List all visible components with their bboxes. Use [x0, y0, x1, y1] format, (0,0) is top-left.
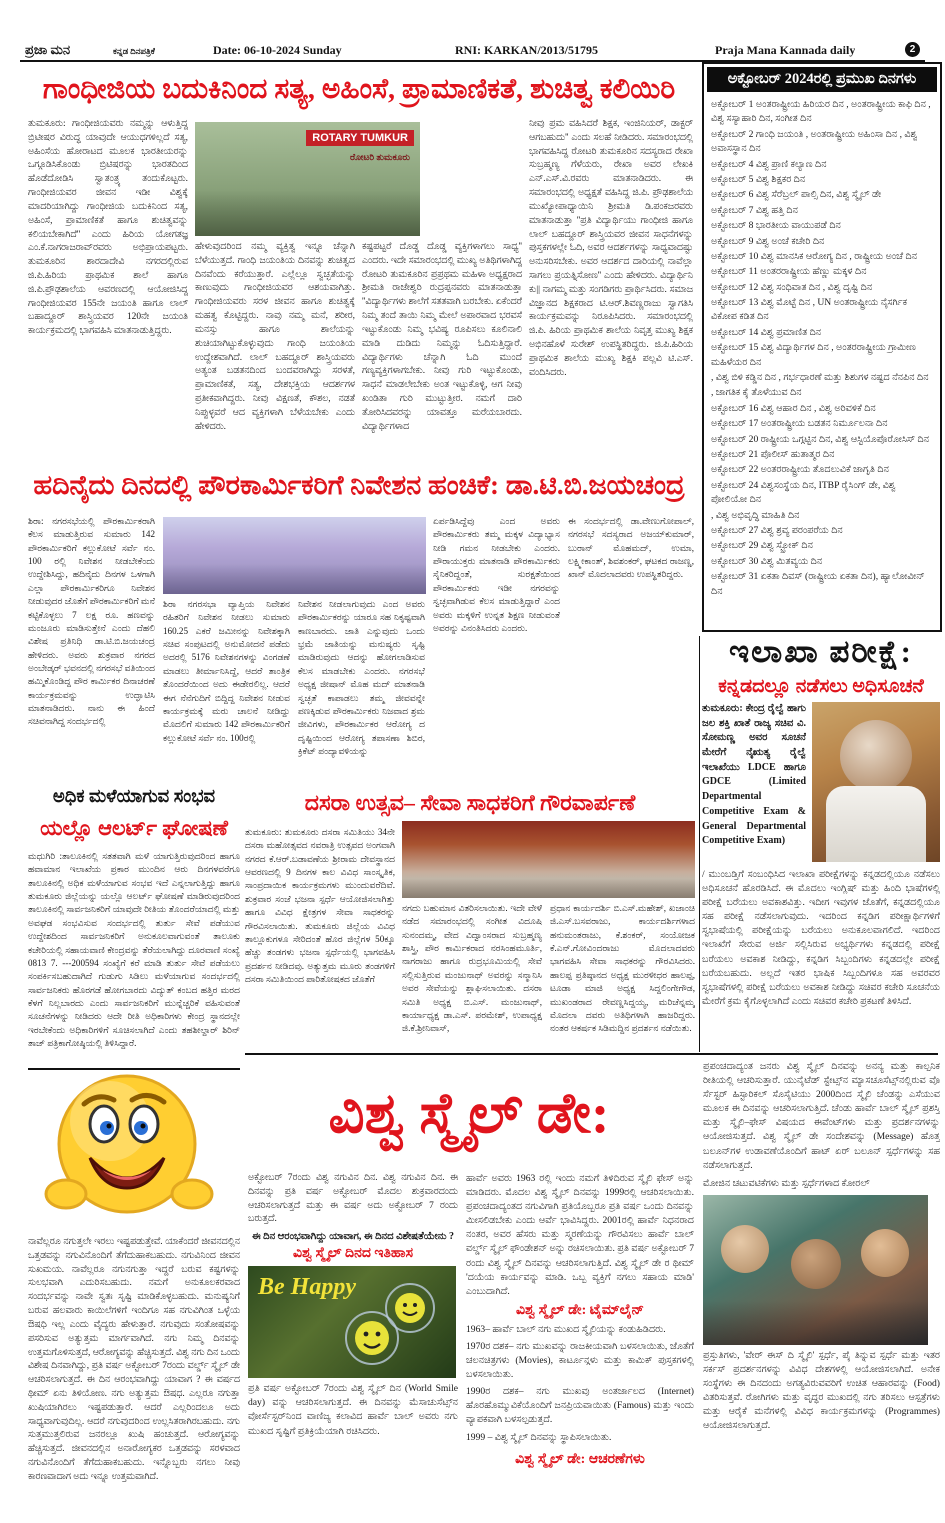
- sites-article-headline: ಹದಿನೈದು ದಿನದಲ್ಲಿ ಪೌರಕಾರ್ಮಿಕರಿಗೆ ನಿವೇಶನ ಹಂಚಿಕೆ: ಡಾ.ಟಿ.ಬಿ.ಜಯಚಂದ್ರ: [33, 470, 685, 500]
- october-day-item: ಅಕ್ಟೋಬರ್ 11 ಅಂತರರಾಷ್ಟ್ರೀಯ ಹೆಣ್ಣು ಮಕ್ಕಳ ದಿನ: [711, 266, 867, 278]
- rotary-banner-text: ROTARY TUMKUR: [306, 130, 414, 146]
- rain-article-headline: ಅಧಿಕ ಮಳೆಯಾಗುವ ಸಂಭವ: [52, 786, 216, 806]
- october-day-item: ಅಕ್ಟೋಬರ್ 24 ವಿಶ್ವಸಂಸ್ಥೆಯ ದಿನ, ITBP ರೈಸಿಂಗ್ ಡೇ, ವಿಶ್ವ ಪೋಲಿಯೋ ದಿನ: [711, 479, 896, 506]
- smile-colB-text: ಹಾರ್ವೆ ಅವರು 1963 ರಲ್ಲಿ ಇಂದು ನಮಗೆ ತಿಳಿದಿರುವ ಸ್ಮೈಲಿ ಫೇಸ್ ಅನ್ನು ಮಾಡಿದರು. ಮೊದಲ ವಿಶ್ವ ಸ್ಮೈಲ್ ದಿನವನ್ನು 1999ರಲ್ಲಿ ಆಚರಿಸಲಾಯಿತು. ಪ್ರಪಂಚದಾದ್ಯಂತದ ನಗುವಿಗಾಗಿ ಪ್ರತಿಯೊಬ್ಬರೂ ಪ್ರತಿ ವರ್ಷ ಒಂದು ದಿನವನ್ನು ಮೀಸಲಿಡಬೇಕು ಎಂದು ಆರ್ವೆ ಭಾವಿಸಿದ್ದರು. 2001ರಲ್ಲಿ ಹಾರ್ವೆ ನಿಧನರಾದ ನಂತರ, ಅವರ ಹೆಸರು ಮತ್ತು ಸ್ಮರಣೆಯನ್ನು ಗೌರವಿಸಲು ಹಾರ್ವೆ ಬಾಲ್ ವರ್ಲ್ಡ್ ಸ್ಮೈಲ್ ಫೌಂಡೇಶನ್ ಅನ್ನು ರಚಿಸಲಾಯಿತು. ಪ್ರತಿ ವರ್ಷ ಅಕ್ಟೋಬರ್ 7 ರಂದು ವಿಶ್ವ ಸ್ಮೈಲ್ ದಿನವನ್ನು ಆಚರಿಸಲಾಗುತ್ತಿದೆ. ವಿಶ್ವ ಸ್ಮೈಲ್ ಡೇ ರ ಥೀಮ್ 'ದಯೆಯ ಕಾರ್ಯವನ್ನು ಮಾಡಿ. ಒಬ್ಬ ವ್ಯಕ್ತಿಗೆ ನಗಲು ಸಹಾಯ ಮಾಡಿ' ಎಂಬುದಾಗಿದೆ.: [466, 1173, 694, 1297]
- exam-minister-portrait: [812, 702, 940, 862]
- column-divider: [699, 636, 700, 1052]
- sites-article-col1: ಶಿರಾ: ನಗರಸಭೆಯಲ್ಲಿ ಪೌರಕಾರ್ಮಿಕರಾಗಿ ಕೆಲಸ ಮಾಡುತ್ತಿರುವ ಸುಮಾರು 142 ಪೌರಕಾರ್ಮಿಕರಿಗೆ ಕಲ್ಲುಕೋಟೆ ಸರ್ವೆ ನಂ. 100 ರಲ್ಲಿ ನಿವೇಶನ ನೀಡಬೇಕೆಂದು ಉದ್ದೇಶಿಸಿದ್ದು, ಹದಿನೈದು ದಿನಗಳ ಒಳಗಾಗಿ ಎಲ್ಲಾ ಪೌರಕಾರ್ಮಿಕರಿಗೂ ನಿವೇಶನ ನೀಡುವುದರ ಜೊತೆಗೆ ಪೌರಕಾರ್ಮಿಕರಿಗೆ ಮನೆ ಕಟ್ಟಿಕೊಳ್ಳಲು 7 ಲಕ್ಷ ರೂ. ಹಣವನ್ನು ಮಂಜೂರು ಮಾಡಿಸುತ್ತೇನೆ ಎಂದು ದೆಹಲಿ ವಿಶೇಷ ಪ್ರತಿನಿಧಿ ಡಾ.ಟಿ.ಬಿ.ಜಯಚಂದ್ರ ಹೇಳಿದರು. ಅವರು ಶುಕ್ರವಾರ ನಗರದ ಅಂಬೇಡ್ಕರ್ ಭವನದಲ್ಲಿ ನಗರಸಭೆ ವತಿಯಿಂದ ಹಮ್ಮಿಕೊಂಡಿದ್ದ ಪೌರ ಕಾರ್ಮಿಕರ ದಿನಾಚರಣೆ ಕಾರ್ಯಕ್ರಮವನ್ನು ಉದ್ಘಾಟಿಸಿ ಮಾತನಾಡಿದರು. ನಾನು ಈ ಹಿಂದೆ ಸಚಿವನಾಗಿದ್ದ ಸಂದರ್ಭದಲ್ಲಿ: [28, 516, 155, 727]
- photo-face: [791, 1239, 841, 1289]
- sites-event-photo: [163, 517, 426, 594]
- october-day-item: ಅಕ್ಟೋಬರ್ 6 ವಿಶ್ವ ಸೆರೆಬ್ರಲ್ ಪಾಲ್ಸಿ ದಿನ, ವಿಶ್ವ ಸ್ಮೈಲ್ ಡೇ: [711, 189, 882, 201]
- october-day-item: ಅಕ್ಟೋಬರ್ 13 ವಿಶ್ವ ಮೊಟ್ಟೆ ದಿನ , UN ಅಂತರಾಷ್ಟ್ರೀಯ ನೈಸರ್ಗಿಕ ವಿಕೋಪ ಕಡಿತ ದಿನ: [711, 297, 908, 323]
- october-day-item: ಅಕ್ಟೋಬರ್ 29 ವಿಶ್ವ ಸ್ಟ್ರೋಕ್ ದಿನ: [711, 540, 813, 552]
- dasara-article-col2: ನಗದು ಬಹುಮಾನ ವಿತರಿಸಲಾಯಿತು. ಇದೇ ವೇಳೆ ನಡೆದ ಸಮಾರಂಭದಲ್ಲಿ ಸಂಗೀತ ವಿದೂಷಿ ಸುನಂದಮ್ಮ, ವೇದ ವಿದ್ವಾಂಸರಾದ ಸುಬ್ರಹ್ಮಣ್ಯ ಶಾಸ್ತ್ರಿ, ಪೌರ ಕಾರ್ಮಿಕರಾದ ನರಸಿಂಹಮೂರ್ತಿ, ನಾಗರಾಜು ಹಾಗೂ ರುದ್ರಭೂಮಿಯಲ್ಲಿ ಸೇವೆ ಸಲ್ಲಿಸುತ್ತಿರುವ ಮಂಜುನಾಥ್ ಅವರನ್ನು ಸನ್ಮಾನಿಸಿ ಅವರ ಸೇವೆಯನ್ನು ಶ್ಲಾಘಿಸಲಾಯಿತು. ದಸರಾ ಸಮಿತಿ ಅಧ್ಯಕ್ಷ ಬಿ.ಎಸ್. ಮಂಜುನಾಥ್, ಕಾರ್ಯಾಧ್ಯಕ್ಷ ಡಾ.ಎಸ್. ಪರಮೇಶ್, ಉಪಾಧ್ಯಕ್ಷ ಜಿ.ಕೆ.ಶ್ರೀನಿವಾಸ್,: [402, 903, 542, 1034]
- paper-name-english: Praja Mana Kannada daily: [715, 43, 856, 57]
- october-days-title: ಅಕ್ಟೋಬರ್ 2024ರಲ್ಲಿ ಪ್ರಮುಖ ದಿನಗಳು: [707, 67, 937, 92]
- sites-article-col4: ಏರ್ಪಡಿಸಿದ್ದೆವು ಎಂದ ಅವರು ಪೌರಕಾರ್ಮಿಕರು ತಮ್ಮ ಮಕ್ಕಳ ವಿದ್ಯಾಭ್ಯಾಸ ನೀಡಿ ಗಮನ ನೀಡಬೇಕು ಎಂದರು. ಪೌರಾಯುಕ್ತರು ಮಾತನಾಡಿ ಪೌರಕಾರ್ಮಿಕರು ಸೈನಿಕರಿದ್ದಂತೆ, ಸುರಕ್ಷತೆಯಿಂದ ಪೌರಕಾರ್ಮಿಕರು ಇಡೀ ನಗರವನ್ನು ಸ್ವಚ್ಛವಾಗಿಡುವ ಕೆಲಸ ಮಾಡುತ್ತಿದ್ದಾರೆ ಎಂದ ಅವರು ಮಕ್ಕಳಿಗೆ ಉನ್ನತ ಶಿಕ್ಷಣ ನೀಡುವಂತೆ ಅವರನ್ನು ವಿನಂತಿಸಿದರು ಎಂದರು.: [433, 516, 560, 633]
- photo-shadow: [402, 872, 695, 898]
- rotary-banner-subtext: ರೋಟರಿ ತುಮಕೂರು: [350, 152, 410, 162]
- sites-article-col2: ಶಿರಾ ನಗರಸಭಾ ವ್ಯಾಪ್ತಿಯ ನಿವೇಶನ ರಹಿತರಿಗೆ ನಿವೇಶನ ನೀಡಲು ಸುಮಾರು 160.25 ಎಕರೆ ಜಮೀನನ್ನು ನಿವೇಶಕ್ಕಾಗಿ ಸಚಿವ ಸಂಪುಟದಲ್ಲಿ ಅನುಮೋದನೆ ಪಡೆದು ಅದರಲ್ಲಿ 5176 ನಿವೇಶನಗಳನ್ನು ವಿಂಗಡಣೆ ಮಾಡಲು ತೀರ್ಮಾನಿಸಿದ್ದೆ, ಆದರೆ ತಾಂತ್ರಿಕ ತೊಂದರೆಯಿಂದ ಅದು ಈಡೇರಲಿಲ್ಲ. ಆದರೆ ಈಗ ನೆನೆಗುದಿಗೆ ಬಿದ್ದಿದ್ದ ನಿವೇಶನ ನೀಡುವ ಕಾರ್ಯಕ್ರಮಕ್ಕೆ ಮರು ಚಾಲನೆ ನೀಡಿದ್ದು ಮೊದಲಿಗೆ ಸುಮಾರು 142 ಪೌರಕಾರ್ಮಿಕರಿಗೆ ಕಲ್ಲುಕೋಟೆ ಸರ್ವೆ ನಂ. 100ರಲ್ಲಿ: [163, 599, 290, 743]
- smile-colA-question: ಈ ದಿನ ಆರಂಭವಾಗಿದ್ದು ಯಾವಾಗ, ಈ ದಿನದ ವಿಶೇಷತೆಯೇನು ?: [251, 1231, 455, 1243]
- timeline-entry: 1963– ಹಾರ್ವೆ ಬಾಲ್ ನಗು ಮುಖದ ಸ್ಮೈಲಿಯನ್ನು ಕಂಡುಹಿಡಿದರು.: [466, 1323, 666, 1335]
- october-day-item: ಅಕ್ಟೋಬರ್ 8 ಭಾರತೀಯ ವಾಯುಪಡೆ ದಿನ: [711, 220, 841, 232]
- photo-shadow: [703, 1301, 928, 1345]
- october-day-item: ಅಕ್ಟೋಬರ್ 30 ವಿಶ್ವ ಮಿತವ್ಯಯ ದಿನ: [711, 555, 823, 567]
- portrait-shirt: [826, 786, 926, 862]
- october-day-item: ಅಕ್ಟೋಬರ್ 5 ವಿಶ್ವ ಶಿಕ್ಷಕರ ದಿನ: [711, 173, 806, 185]
- rain-article-subhead: ಯಲ್ಲೊ ಆಲರ್ಟ್ ಘೋಷಣೆ: [40, 816, 228, 840]
- october-day-item: ಅಕ್ಟೋಬರ್ 17 ಅಂತರಾಷ್ಟ್ರೀಯ ಬಡತನ ನಿರ್ಮೂಲನಾ ದಿನ: [711, 418, 888, 430]
- october-day-item: ಅಕ್ಟೋಬರ್ 21 ಪೊಲೀಸ್ ಹುತಾತ್ಮರ ದಿನ: [711, 448, 835, 460]
- rni-number: RNI: KARKAN/2013/51795: [455, 43, 598, 57]
- be-happy-text: Be Happy: [258, 1274, 356, 1301]
- gandhi-article-col4: ನೀವು ಪ್ರಮ ವಹಿಸಿದರೆ ಶಿಕ್ಷಕ, ಇಂಜಿನಿಯರ್, ಡಾಕ್ಟರ್ ಆಗಬಹುದು'' ಎಂದು ಸಲಹೆ ನೀಡಿದರು. ಸಮಾರಂಭದಲ್ಲಿ ಭಾಗವಹಿಸಿದ್ದ ರೋಟರಿ ತುಮಕೂರಿನ ಸದಸ್ಯರಾದ ರೇಖಾ ಸುಬ್ರಹ್ಮಣ್ಯ ಗೆಳೆಯರು, ರೇಖಾ ಅವರ ಲೇಖಕಿ ಎನ್.ಎಸ್.ವಿ.ರವರು ಮಾತನಾಡಿದರು. ಈ ಸಮಾರಂಭದಲ್ಲಿ ಅಧ್ಯಕ್ಷತೆ ವಹಿಸಿದ್ದ ಜಿ.ಪಿ. ಪ್ರೌಢಶಾಲೆಯ ಮುಖ್ಯೋಪಾಧ್ಯಾಯಿನಿ ಶ್ರೀಮತಿ ಡಿ.ಪಂಕಜರವರು ಮಾತನಾಡುತ್ತಾ ''ಪ್ರತಿ ವಿದ್ಯಾರ್ಥಿಯು ಗಾಂಧೀಜಿ ಹಾಗೂ ಲಾಲ್ ಬಹದ್ದೂರ್ ಶಾಸ್ತ್ರಿಯವರ ಜೀವನ ಸಾಧನೆಗಳನ್ನು ಪುಸ್ತಕಗಳಲ್ಲೇ ಓದಿ, ಅವರ ಆದರ್ಶಗಳನ್ನು ಸಾಧ್ಯವಾದಷ್ಟು ಅನುಸರಿಸಬೇಕು. ಅವರ ಆದರ್ಶದ ದಾರಿಯಲ್ಲಿ ನಾವೆಲ್ಲಾ ಸಾಗಲು ಪ್ರಯತ್ನಿಸೋಣ'' ಎಂದು ಹೇಳಿದರು. ವಿದ್ಯಾರ್ಥಿನಿ ಕು|| ನಾಗಮ್ಮ ಮತ್ತು ಸಂಗಡಿಗರು ಪ್ರಾರ್ಥಿಸಿದರು. ಸಮಾಜ ವಿಜ್ಞಾನದ ಶಿಕ್ಷಕರಾದ ಟಿ.ಆರ್.ಶಿವಣ್ಣರಾಜು ಸ್ವಾಗತಿಸಿ ಕಾರ್ಯಕ್ರಮವನ್ನು ನಿರೂಪಿಸಿದರು. ಸಮಾರಂಭದಲ್ಲಿ ಜಿ.ಪಿ. ಹಿರಿಯ ಪ್ರಾಥಮಿಕ ಶಾಲೆಯ ನಿವೃತ್ತ ಮುಖ್ಯ ಶಿಕ್ಷಕ ಅಭಿನಹೊಳೆ ಸುರೇಶ್ ಉಪಸ್ಥಿತರಿದ್ದರು. ಜಿ.ಪಿ.ಹಿರಿಯ ಪ್ರಾಥಮಿಕ ಶಾಲೆಯ ಮುಖ್ಯ ಶಿಕ್ಷಕಿ ಪಲ್ಲವಿ ಟಿ.ಎಸ್. ವಂದಿಸಿದರು.: [529, 119, 693, 378]
- dasara-event-photo: [402, 821, 695, 898]
- october-day-item: , ವಿಶ್ವ ಅಭಿವೃದ್ಧಿ ಮಾಹಿತಿ ದಿನ: [711, 509, 800, 521]
- october-days-box: [702, 62, 942, 632]
- smile-colA-below: ಪ್ರತಿ ವರ್ಷ ಅಕ್ಟೋಬರ್ 7ರಂದು ವಿಶ್ವ ಸ್ಮೈಲ್ ದಿನ (World Smile day) ವನ್ನು ಆಚರಿಸಲಾಗುತ್ತದೆ. ಈ ದಿನವನ್ನು ಮೆಸಾಚುಸೆಟ್ಸ್‌ನ ವೋರ್ಸೆಸ್ಟರ್‌ನಿಂದ ವಾಣಿಜ್ಯ ಕಲಾವಿದ ಹಾರ್ವೆ ಬಾಲ್ ಅವರು ನಗು ಮುಖದ ಸೃಷ್ಟಿಗೆ ಪ್ರತಿಕ್ರಿಯೆಯಾಗಿ ರಚಿಸಿದರು.: [248, 1383, 458, 1437]
- october-day-item: , ಜಾಗತಿಕ ಕೈ ತೊಳೆಯುವ ದಿನ: [711, 387, 802, 399]
- smile-column-b: [466, 1172, 694, 1490]
- smile-celebrations-heading: ವಿಶ್ವ ಸ್ಮೈಲ್ ಡೇ: ಆಚರಣೆಗಳು: [515, 1451, 645, 1467]
- photo-shadow: [195, 190, 420, 236]
- smile-colA-intro: ಅಕ್ಟೋಬರ್ 7ರಂದು ವಿಶ್ವ ನಗುವಿನ ದಿನ. ವಿಶ್ವ ನಗುವಿನ ದಿನ. ಈ ದಿನವನ್ನು ಪ್ರತಿ ವರ್ಷ ಅಕ್ಟೋಬರ್ ಮೊದಲ ಶುಕ್ರವಾರದಂದು ಆಚರಿಸಲಾಗುತ್ತದೆ ಮತ್ತು ಈ ವರ್ಷ ಅದು ಅಕ್ಟೋಬರ್ 7 ರಂದು ಬರುತ್ತದೆ.: [248, 1173, 458, 1225]
- smile-timeline-list: [466, 1323, 694, 1448]
- gandhi-article-col1: ತುಮಕೂರು: ಗಾಂಧೀಜಿಯವರು ನಮ್ಮನ್ನು ಆಳುತ್ತಿದ್ದ ಬ್ರಿಟೀಷರ ವಿರುದ್ಧ ಯಾವುದೇ ಆಯುಧಗಳಿಲ್ಲದೆ ಸತ್ಯ, ಅಹಿಂಸೆಯ ಹೋರಾಟದ ಮೂಲಕ ಭಾರತೀಯರನ್ನು ಒಗ್ಗೂಡಿಸಿಕೊಂಡು ಬ್ರಿಟಿಷರನ್ನು ಭಾರತದಿಂದ ಹೊಡೆದೋಡಿಸಿ ಸ್ವಾತಂತ್ರ್ಯ ತಂದುಕೊಟ್ಟರು. ಗಾಂಧೀಜಿಯವರ ಜೀವನ ಇಡೀ ವಿಶ್ವಕ್ಕೆ ಮಾದರಿಯಾಗಿದ್ದು ಗಾಂಧೀಜಿಯ ಬದುಕಿನಿಂದ ಸತ್ಯ, ಅಹಿಂಸೆ, ಪ್ರಾಮಾಣಿಕತೆ ಹಾಗೂ ಶುಚಿತ್ವವನ್ನು ಕಲಿಯಬೇಕಾಗಿದೆ'' ಎಂದು ಹಿರಿಯ ಯೋಗತಜ್ಞ ಎಂ.ಕೆ.ನಾಗರಾಜರಾವ್‌ರವರು ಅಭಿಪ್ರಾಯಪಟ್ಟರು. ತುಮಕೂರಿನ ಶಾರದಾದೇವಿ ನಗರದಲ್ಲಿರುವ ಜಿ.ಪಿ.ಹಿರಿಯ ಪ್ರಾಥಮಿಕ ಶಾಲೆ ಹಾಗೂ ಜಿ.ಪಿ.ಪ್ರೌಢಶಾಲೆಯ ಆವರಣದಲ್ಲಿ ಆಯೋಜಿಸಿದ್ದ ಗಾಂಧೀಜಿಯವರ 155ನೇ ಜಯಂತಿ ಹಾಗೂ ಲಾಲ್ ಬಹಾದ್ದೂರ್ ಶಾಸ್ತ್ರಿಯವರ 120ನೇ ಜಯಂತಿ ಕಾರ್ಯಕ್ರಮದಲ್ಲಿ ಭಾಗವಹಿಸಿ ಮಾತನಾಡುತ್ತಿದ್ದರು.: [28, 119, 188, 337]
- bubble-smileys-icon: [332, 1280, 442, 1366]
- photo-face: [721, 1225, 769, 1273]
- timeline-entry: 1990ರ ದಶಕ– ನಗು ಮುಖವು ಅಂತರ್ಜಾಲದ (Internet) ಹೊರಹೊಮ್ಮುವಿಕೆಯೊಂದಿಗೆ ಜನಪ್ರಿಯವಾಯಿತು (Famous) ಮತ್ತು ಇಂದು ವ್ಯಾಪಕವಾಗಿ ಬಳಸಲ್ಪಡುತ್ತದೆ.: [466, 1386, 694, 1426]
- photo-shadow: [163, 564, 426, 594]
- smile-column-a: [248, 1172, 458, 1490]
- october-day-item: ಅಕ್ಟೋಬರ್ 10 ವಿಶ್ವ ಮಾನಸಿಕ ಆರೋಗ್ಯ ದಿನ , ರಾಷ್ಟ್ರೀಯ ಅಂಚೆ ದಿನ: [711, 250, 918, 262]
- smile-history-heading: ವಿಶ್ವ ಸ್ಮೈಲ್ ದಿನದ ಇತಿಹಾಸ: [292, 1246, 414, 1262]
- october-day-item: ಅಕ್ಟೋಬರ್ 9 ವಿಶ್ವ ಅಂಚೆ ಕಚೇರಿ ದಿನ: [711, 235, 825, 247]
- october-day-item: ಅಕ್ಟೋಬರ್ 4 ವಿಶ್ವ ಪ್ರಾಣಿ ಕಲ್ಯಾಣ ದಿನ: [711, 158, 827, 170]
- october-day-item: ಅಕ್ಟೋಬರ್ 1 ಅಂತರಾಷ್ಟ್ರೀಯ ಹಿರಿಯರ ದಿನ , ಅಂತರಾಷ್ಟ್ರೀಯ ಕಾಫಿ ದಿನ , ವಿಶ್ವ ಸಸ್ಯಾಹಾರಿ ದಿನ, ಸಂಗೀತ ದಿನ: [711, 99, 931, 125]
- sites-article-col5: ಈ ಸಂದರ್ಭದಲ್ಲಿ ಡಾ.ವೇಣುಗೋಪಾಲ್, ನಗರಸಭೆ ಸದಸ್ಯರಾದ ಅಜಯ್‌ಕುಮಾರ್, ಬುರಾನ್ ಮೊಹಮದ್, ಉಮಾ, ಲಕ್ಷ್ಮೀಕಾಂತ್, ಶಿವಶಂಕರ್, ಘಟಕದ ರಾಜಣ್ಣ, ಖಾನ್ ಮೊದಲಾದವರು ಉಪಸ್ಥಿತರಿದ್ದರು.: [568, 516, 694, 580]
- paper-logo-subtitle: ಕನ್ನಡ ದಿನಪತ್ರಿಕೆ: [113, 46, 155, 56]
- exam-article-body-bottom: / ಮುಂಬಡ್ತಿಗೆ ಸಂಬಂಧಿಸಿದ ಇಲಾಖಾ ಪರೀಕ್ಷೆಗಳನ್ನು ಕನ್ನಡದಲ್ಲಿಯೂ ನಡೆಸಲು ಅಧಿಸೂಚನೆ ಹೊರಡಿಸಿದೆ. ಈ ಮೊದಲು ಇಂಗ್ಲಿಷ್ ಮತ್ತು ಹಿಂದಿ ಭಾಷೆಗಳಲ್ಲಿ ಪರೀಕ್ಷೆ ಬರೆಯಲು ಅವಕಾಶವಿತ್ತು. ಇದೀಗ ಇವುಗಳ ಜೊತೆಗೆ, ಕನ್ನಡದಲ್ಲಿಯೂ ಸಹ ಪರೀಕ್ಷೆ ನಡೆಸಲಾಗುವುದು. ಇದರಿಂದ ಕನ್ನಡಿಗ ಪರೀಕ್ಷಾರ್ಥಿಗಳಿಗೆ ಸ್ವಭಾಷೆಯಲ್ಲಿ ಪರೀಕ್ಷೆಯನ್ನು ಬರೆಯಲು ಅನುಕೂಲವಾಗಲಿದೆ. ಇದರಿಂದ ಇಲಾಖೆಗೆ ಸೇರುವ ಅರ್ಜಿ ಸಲ್ಲಿಸಿರುವ ಅಭ್ಯರ್ಥಿಗಳು ಕನ್ನಡದಲ್ಲಿ ಪರೀಕ್ಷೆ ಬರೆಯಲು ಅವಕಾಶ ನೀಡಿದ್ದು, ಕನ್ನಡಿಗ ಸಿಬ್ಬಂದಿಗಳು ಕನ್ನಡದಲ್ಲೇ ಪರೀಕ್ಷೆ ಬರೆಯಬಹುದು. ಅಲ್ಲದೆ ಇತರ ಭಾಷಿಕ ಸಿಬ್ಬಂದಿಗಳೂ ಸಹ ಅವರವರ ಸ್ವಭಾಷೆಗಳಲ್ಲಿ ಪರೀಕ್ಷೆ ಬರೆಯಲು ಅವಕಾಶ ನೀಡಿದ್ದು ಸಚಿವರ ಕಚೇರಿ ಸೂಚನೆಯ ಮೇರೆಗೆ ಕ್ರಮ ಕೈಗೊಳ್ಳಲಾಗಿದೆ ಎಂದು ಸಚಿವರ ಕಚೇರಿ ಪ್ರಕಟಣೆ ತಿಳಿಸಿದೆ.: [702, 869, 940, 1007]
- smile-right-column: [703, 1060, 940, 1490]
- dasara-article-col3: ಪ್ರಧಾನ ಕಾರ್ಯದರ್ಶಿ ಬಿ.ಎಸ್.ಮಹೇಶ್, ಖಜಾಂಚಿ ಜಿ.ಎಸ್.ಬಸವರಾಜು, ಕಾರ್ಯದರ್ಶಿಗಳಾದ ಹನುಮಂತರಾಜು, ಕೆ.ಶಂಕರ್, ಸಂಯೋಜಕ ಕೆ.ಎನ್.ಗೋವಿಂದರಾಜು ಮೊದಲಾದವರು ಭಾಗವಹಿಸಿ ಸೇವಾ ಸಾಧಕರನ್ನು ಗೌರವಿಸಿದರು. ಹಾಲಪ್ಪ ಪ್ರತಿಷ್ಠಾನದ ಅಧ್ಯಕ್ಷ ಮುರಳೀಧರ ಹಾಲಪ್ಪ, ಟೂಡಾ ಮಾಜಿ ಅಧ್ಯಕ್ಷ ಸಿದ್ದಲಿಂಗೇಗೌಡ, ಮುಖಂಡರಾದ ರೇವಣ್ಣಸಿದ್ದಯ್ಯ, ಮರಿಚೆನ್ನಮ್ಮ ಮೊದಲಾ ದವರು ಅತಿಥಿಗಳಾಗಿ ಹಾಜರಿದ್ದರು. ನಂತರ ಆಕರ್ಷಕ ಸಿಡಿಮದ್ದಿನ ಪ್ರದರ್ಶನ ನಡೆಯಿತು.: [550, 903, 695, 1034]
- timeline-entry: 1999 – ವಿಶ್ವ ಸ್ಮೈಲ್ ದಿನವನ್ನು ಸ್ಥಾಪಿಸಲಾಯಿತು.: [466, 1431, 612, 1443]
- smile-left-column: ನಾವೆಲ್ಲರೂ ನಗುತ್ತಲೇ ಇರಲು ಇಷ್ಟಪಡುತ್ತೇವೆ. ಯಾಕೆಂದರೆ ಜೀವನದಲ್ಲಿನ ಒತ್ತಡವನ್ನು ನಗುವಿನೊಂದಿಗೆ ತೆಗೆದುಹಾಕಬಹುದು. ನಗುವಿನಿಂದ ಜೀವನ ಸುಖಮಯ. ನಾವೆಲ್ಲರೂ ನಗುನಗುತ್ತಾ ಇದ್ದರೆ ಬರುವ ಕಷ್ಟಗಳನ್ನು ಸುಲಭವಾಗಿ ಎದುರಿಸಬಹುದು. ನಮಗೆ ಅನುಕೂಲಕರವಾದ ಸಂದರ್ಭವನ್ನು ನಾವೇ ಸ್ವತಃ ಸೃಷ್ಟಿ ಮಾಡಿಕೊಳ್ಳಬಹುದು. ಮನುಷ್ಯನಿಗೆ ಬರುವ ಹಲವಾರು ಕಾಯಿಲೆಗಳಿಗೆ ಇಂದಿಗೂ ಸಹ ನಗುವಿಗಿಂತ ಒಳ್ಳೆಯ ಔಷಧಿ ಇಲ್ಲ ಎಂದು ವೈದ್ಯರು ಹೇಳುತ್ತಾರೆ. ನಗುವುದು ಸಂತೋಷವನ್ನು ಪಸರಿಸುವ ಅತ್ಯುತ್ತಮ ಮಾರ್ಗವಾಗಿದೆ. ನಗು ನಿಮ್ಮ ದಿನವನ್ನು ಉತ್ತಮಗೊಳಿಸುತ್ತದೆ, ಆರೋಗ್ಯವನ್ನು ಹೆಚ್ಚಿಸುತ್ತದೆ. ವಿಶ್ವ ನಗು ದಿನ ಒಂದು ವಿಶೇಷ ದಿನವಾಗಿದ್ದು, ಪ್ರತಿ ವರ್ಷ ಅಕ್ಟೋಬರ್ 7ರಂದು ವರ್ಲ್ಡ್ ಸ್ಮೈಲ್ ಡೇ ಆಚರಿಸಲಾಗುತ್ತದೆ. ಈ ದಿನ ಆರಂಭವಾಗಿದ್ದು ಯಾವಾಗ ? ಈ ವರ್ಷದ ಥೀಮ್ ಏನು ತಿಳಿಯೋಣ. ನಗು ಅತ್ಯುತ್ತಮ ಔಷಧ. ಎಲ್ಲರೂ ನಗುತ್ತಾ ಖುಷಿಯಾಗಿರಲು ಇಷ್ಟಪಡುತ್ತಾರೆ. ಆದರೆ ಎಲ್ಲರಿಂದಲೂ ಅದು ಸಾಧ್ಯವಾಗುವುದಿಲ್ಲ. ಆದರೆ ನಗುವುದರಿಂದ ಉಲ್ಲಸಿತರಾಗಿರಬಹುದು. ನಗು ಸುತ್ತಮುತ್ತಲಿರುವ ಜನರಲ್ಲೂ ಖುಷಿ ಹಂಚುತ್ತದೆ. ಆರೋಗ್ಯವನ್ನು ಹೆಚ್ಚಿಸುತ್ತದೆ. ಜೀವನದಲ್ಲಿನ ಅನಾರೋಗ್ಯಕರ ಒತ್ತಡವನ್ನು ಸರಳವಾದ ನಗುವಿನೊಂದಿಗೆ ತೆಗೆದುಹಾಕಬಹುದು. ಇನ್ನೊಬ್ಬರು ನಗಲು ನೀವು ಕಾರಣವಾದಾಗ ಅದು ಇನ್ನೂ ಉತ್ತಮವಾಗಿದೆ.: [28, 1237, 240, 1482]
- gandhi-event-photo: [195, 122, 420, 236]
- smile-right-p1: ಪ್ರಪಂಚದಾದ್ಯಂತ ಜನರು ವಿಶ್ವ ಸ್ಮೈಲ್ ದಿನವನ್ನು ಅನನ್ಯ ಮತ್ತು ಕಾಲ್ಪನಿಕ ರೀತಿಯಲ್ಲಿ ಆಚರಿಸುತ್ತಾರೆ. ಯುನೈಟೆಡ್ ಸ್ಟೇಟ್ಸ್‌ನ ಮ್ಯಾಸಚೂಸೆಟ್ಸ್‌ನಲ್ಲಿರುವ ವೊ ರ್ಸೆಸ್ಟರ್ ಹಿಸ್ಟಾರಿಕಲ್ ಸೊಸೈಟಿಯು 2000ದಿಂದ ಸ್ಮೈಲಿ ಚೆಂಡನ್ನು ಎಸೆಯುವ ಮೂಲಕ ಈ ದಿನವನ್ನು ಆಚರಿಸಲಾಗುತ್ತಿದೆ. ಚೆಂಡು ಹಾರ್ವೆ ಬಾಲ್ ಸ್ಮೈಲ್ ಪ್ರಶಸ್ತಿ ಮತ್ತು ಸ್ಮೈಲಿ–ಫೇಸ್ ವಿಷಯದ ಈವೆಂಟ್‌ಗಳು ಮತ್ತು ಪ್ರದರ್ಶನಗಳನ್ನು ಆಯೋಜಿಸುತ್ತದೆ. ವಿಶ್ವ ಸ್ಮೈಲ್ ಡೇ ಸಂದೇಶವನ್ನು (Message) ಹೊತ್ತ ಬಲೂನ್‌ಗಳ ಉಡಾವಣೆಯೊಂದಿಗೆ ಹಾಟ್ ಏರ್ ಬಲೂನ್ ಸ್ಪರ್ಧೆಗಳನ್ನು ಸಹ ನಡೆಸಲಾಗುತ್ತದೆ.: [703, 1061, 940, 1171]
- gandhi-article-col2: ಹೇಳುವುದರಿಂದ ನಮ್ಮ ವ್ಯಕ್ತಿತ್ವ ಇನ್ನೂ ಚೆನ್ನಾಗಿ ಬೆಳೆಯುತ್ತದೆ. ಗಾಂಧಿ ಜಯಂತಿಯ ದಿನವನ್ನು ಶುಚಿತ್ವದ ದಿನವೆಂದು ಕರೆಯುತ್ತಾರೆ. ಎಲ್ಲೆಲ್ಲೂ ಸ್ವಚ್ಛತೆಯನ್ನು ಕಾಣುವುದು ಗಾಂಧೀಜಿಯವರ ಆಶಯವಾಗಿತ್ತು. ಗಾಂಧೀಜಿಯವರು ಸರಳ ಜೀವನ ಹಾಗೂ ಶುಚಿತ್ವಕ್ಕೆ ಮಹತ್ವ ಕೊಟ್ಟಿದ್ದರು. ನಾವು ನಮ್ಮ ಮನೆ, ಶರೀರ, ಮನಸ್ಸು ಹಾಗೂ ಶಾಲೆಯನ್ನು ಶುಚಿಯಾಗಿಟ್ಟುಕೊಳ್ಳುವುದು ಗಾಂಧಿ ಜಯಂತಿಯ ಉದ್ದೇಶವಾಗಿದೆ. ಲಾಲ್ ಬಹದ್ದೂರ್ ಶಾಸ್ತ್ರಿಯವರು ಅತ್ಯಂತ ಬಡತನದಿಂದ ಬಂದವರಾಗಿದ್ದು ಸರಳತೆ, ಪ್ರಾಮಾಣಿಕತೆ, ಸತ್ಯ, ದೇಶಭಕ್ತಿಯ ಆದರ್ಶಗಳ ಪ್ರತೀಕವಾಗಿದ್ದರು. ನೀವು ವಿಕ್ಷಣತೆ, ಕೌಶಲ, ನಡತೆ ನಿಪ್ಪುಳ್ಳವರೆ ಆದ ವ್ಯಕ್ತಿಗಳಾಗಿ ಬೆಳೆಯಬೇಕು ಎಂದು ಹೇಳಿದರು.: [195, 242, 355, 432]
- dasara-article-col1: ತುಮಕೂರು: ತುಮಕೂರು ದಸರಾ ಸಮಿತಿಯು 34ನೇ ದಸರಾ ಮಹೋತ್ಸವದ ನವರಾತ್ರಿ ಉತ್ಸವದ ಅಂಗವಾಗಿ ನಗರದ ಕೆ.ಆರ್.ಬಡಾವಣೆಯ ಶ್ರೀರಾಮ ದೇವಸ್ಥಾನದ ಆವರಣದಲ್ಲಿ 9 ದಿನಗಳ ಕಾಲ ವಿವಿಧ ಸಾಂಸ್ಕೃತಿಕ, ಸಾಂಪ್ರದಾಯಿಕ ಕಾರ್ಯಕ್ರಮಗಳು ಮುಂದುವರೆದಿವೆ. ಶುಕ್ರವಾರ ಸಂಜೆ ಭಜನಾ ಸ್ಪರ್ಧೆ ಆಯೋಜಿಸಲಾಗಿತ್ತು ಹಾಗೂ ವಿವಿಧ ಕ್ಷೇತ್ರಗಳ ಸೇವಾ ಸಾಧಕರನ್ನು ಗೌರವಿಸಲಾಯಿತು. ತುಮಕೂರು ಜಿಲ್ಲೆಯ ವಿವಿಧ ತಾಲ್ಲೂಕುಗಳೂ ಸೇರಿದಂತೆ ಹೊರ ಜಿಲ್ಲೆಗಳ 50ಕ್ಕೂ ಹೆಚ್ಚು ತಂಡಗಳು ಭಜನಾ ಸ್ಪರ್ಧೆಯಲ್ಲಿ ಭಾಗವಹಿಸಿ ಪ್ರದರ್ಶನ ನೀಡಿದವು. ಅತ್ಯುತ್ತಮ ಮೂರು ತಂಡಗಳಿಗೆ ದಸರಾ ಸಮಿತಿಯಿಂದ ಪಾರಿತೋಷಕದ ಜೊತೆಗೆ: [245, 827, 395, 984]
- sites-article-col3: ನಿವೇಶನ ನೀಡಲಾಗುವುದು ಎಂದ ಅವರು ಪೌರಕಾರ್ಮಿಕರನ್ನು ಯಾರೂ ಸಹ ನಿಕೃಷ್ಟವಾಗಿ ಕಾಣಬಾರದು. ಜಾತಿ ಎನ್ನುವುದು ಒಂದು ಭ್ರಮೆ ಜಾತಿಯನ್ನು ಮನುಷ್ಯರು ಸೃಷ್ಟಿ ಮಾಡಿರುವುದು ಆದನ್ನು ಹೋಗಲಾಡಿಸುವ ಕೆಲಸ ಮಾಡಬೇಕು ಎಂದರು. ನಗರಸಭೆ ಅಧ್ಯಕ್ಷ ಜೀಷಾನ್ ಮೊಹ ಮದ್ ಮಾತನಾಡಿ ಸ್ವಚ್ಛತೆ ಕಾಪಾಡಲು ತಮ್ಮ ಜೀವವನ್ನೇ ಪಣಕ್ಕಿಡುವ ಪೌರಕಾರ್ಮಿಕರು ನಿಜವಾದ ಶ್ರಮ ಜೀವಿಗಳು, ಪೌರಕಾರ್ಮಿಕರ ಆರೋಗ್ಯ ದ ದೃಷ್ಟಿಯಿಂದ ಆರೋಗ್ಯ ತಪಾಸಣಾ ಶಿಬಿರ, ಕ್ರಿಕೆಟ್ ಪಂದ್ಯಾವಳಿಯನ್ನು: [298, 599, 425, 756]
- october-day-item: , ವಿಶ್ವ ಬಿಳಿ ಕಡ್ಡಿನ ದಿನ , ಗರ್ಭಧಾರಣೆ ಮತ್ತು ಶಿಶುಗಳ ನಷ್ಟದ ನೆನಪಿನ ದಿನ: [711, 372, 929, 384]
- be-happy-image: [248, 1266, 456, 1378]
- photo-face: [861, 1229, 909, 1277]
- dasara-article-headline: ದಸರಾ ಉತ್ಸವ– ಸೇವಾ ಸಾಧಕರಿಗೆ ಗೌರವಾರ್ಪಣೆ: [304, 790, 636, 815]
- smile-right-p3: ಪ್ರಸ್ತುತಿಗಳು, 'ವೇರ್ ಈಸ್ ದಿ ಸ್ಮೈಲಿ' ಸ್ಪರ್ಧೆ, ಪೈ ತಿನ್ನುವ ಸ್ಪರ್ಧೆ ಮತ್ತು ಇತರ ಸರ್ಕಸ್ ಪ್ರದರ್ಶನಗಳನ್ನು ವಿವಿಧ ದೇಶಗಳಲ್ಲಿ ಆಯೋಜಿಸಲಾಗಿದೆ. ಅನೇಕ ಸಂಸ್ಥೆಗಳು ಈ ದಿನದಂದು ಅಗತ್ಯವಿರುವವರಿಗೆ ಉಚಿತ ಆಹಾರವನ್ನು (Food) ವಿತರಿಸುತ್ತವೆ. ರೋಗಿಗಳು ಮತ್ತು ವೃದ್ಧರ ಮುಖದಲ್ಲಿ ನಗು ತರಿಸಲು ಆಸ್ಪತ್ರೆಗಳು ಮತ್ತು ಆರೈಕೆ ಮನೆಗಳಲ್ಲಿ ವಿವಿಧ ಕಾರ್ಯಕ್ರಮಗಳನ್ನು (Programmes) ಆಯೋಜಿಸಲಾಗುತ್ತದೆ.: [703, 1349, 940, 1432]
- october-day-item: ಅಕ್ಟೋಬರ್ 22 ಅಂತರರಾಷ್ಟ್ರೀಯ ತೊದಲುವಿಕೆ ಜಾಗೃತಿ ದಿನ: [711, 464, 889, 476]
- exam-article-body-top: ತುಮಕೂರು: ಕೇಂದ್ರ ರೈಲ್ವೆ ಹಾಗು ಜಲ ಶಕ್ತಿ ಖಾತೆ ರಾಜ್ಯ ಸಚಿವ ವಿ. ಸೋಮಣ್ಣ ಅವರ ಸೂಚನೆ ಮೇರೆಗೆ ನೈಋತ್ಯ ರೈಲ್ವೆ ಇಲಾಖೆಯು LDCE ಹಾಗೂ GDCE (Limited Departmental Competitive Exam & General Departmental Competitive Exam): [702, 703, 806, 847]
- october-day-item: ಅಕ್ಟೋಬರ್ 14 ವಿಶ್ವ ಪ್ರಮಾಣಿತ ದಿನ: [711, 326, 822, 338]
- smile-timeline-heading: ವಿಶ್ವ ಸ್ಮೈಲ್ ಡೇ: ಟೈಮ್‌ಲೈನ್: [516, 1302, 644, 1318]
- october-day-item: ಅಕ್ಟೋಬರ್ 2 ಗಾಂಧಿ ಜಯಂತಿ , ಅಂತರಾಷ್ಟ್ರೀಯ ಅಹಿಂಸಾ ದಿನ , ವಿಶ್ವ ಅವಾಸಸ್ಥಾನ ದಿನ: [711, 128, 918, 155]
- laughing-women-photo: [703, 1195, 928, 1345]
- timeline-entry: 1970ರ ದಶಕ– ನಗು ಮುಖವನ್ನು ರಾಜಕೀಯವಾಗಿ ಬಳಸಲಾಯಿತು, ಜೊತೆಗೆ ಚಲನಚಿತ್ರಗಳು (Movies), ಕಾರ್ಟೂನ್ಗಳು ಮತ್ತು ಕಾಮಿಕ್ ಪುಸ್ತಕಗಳಲ್ಲಿ ಬಳಸಲಾಯಿತು.: [466, 1340, 694, 1381]
- gandhi-article-headline: ಗಾಂಧೀಜಿಯ ಬದುಕಿನಿಂದ ಸತ್ಯ, ಅಹಿಂಸೆ, ಪ್ರಾಮಾಣಿಕತೆ, ಶುಚಿತ್ವ ಕಲಿಯಿರಿ: [42, 74, 676, 105]
- exam-article-subhead: ಕನ್ನಡದಲ್ಲೂ ನಡೆಸಲು ಅಧಿಸೂಚನೆ: [718, 676, 924, 697]
- section-rule: [245, 1053, 938, 1055]
- smiley-emoji-image: [32, 1066, 232, 1228]
- issue-date: Date: 06-10-2024 Sunday: [213, 43, 342, 57]
- october-day-item: ಅಕ್ಟೋಬರ್ 31 ಏಕತಾ ದಿವಸ್ (ರಾಷ್ಟ್ರೀಯ ಏಕತಾ ದಿನ), ಹ್ಯಾಲೋವೀನ್ ದಿನ: [711, 571, 925, 597]
- paper-logo: ಪ್ರಜಾ ಮನ: [25, 42, 71, 57]
- exam-article-headline: ಇಲಾಖಾ ಪರೀಕ್ಷೆ:: [729, 634, 913, 669]
- october-day-item: ಅಕ್ಟೋಬರ್ 20 ರಾಷ್ಟ್ರೀಯ ಒಗ್ಗಟ್ಟಿನ ದಿನ, ವಿಶ್ವ ಆಸ್ಟಿಯೊಪೊರೋಸಿಸ್ ದಿನ: [711, 433, 930, 445]
- october-day-item: ಅಕ್ಟೋಬರ್ 12 ವಿಶ್ವ ಸಂಧಿವಾತ ದಿನ , ವಿಶ್ವ ದೃಷ್ಟಿ ದಿನ: [711, 281, 873, 293]
- page-number-badge: 2: [905, 42, 920, 57]
- portrait-face: [840, 720, 912, 792]
- october-day-item: ಅಕ್ಟೋಬರ್ 16 ವಿಶ್ವ ಆಹಾರ ದಿನ , ವಿಶ್ವ ಅರಿವಳಿಕೆ ದಿನ: [711, 402, 876, 414]
- masthead: [25, 42, 925, 60]
- smile-day-headline: ವಿಶ್ವ ಸ್ಮೈಲ್ ಡೇ:: [328, 1083, 610, 1145]
- rain-article-body: ಮಧುಗಿರಿ :ತಾಲೂಕಿನಲ್ಲಿ ಸತತವಾಗಿ ಮಳೆ ಯಾಗುತ್ತಿರುವುದರಿಂದ ಹಾಗೂ ಹವಾಮಾನ ಇಲಾಖೆಯ ಪ್ರಕಾರ ಮುಂದಿನ ಆರು ದಿನಗಳವರೆಗೂ ತಾಲೂಕಿನಲ್ಲಿ ಅಧಿಕ ಮಳೆಯಾಗುವ ಸಂಭವ ಇದೆ ಎನ್ನಲಾಗುತ್ತಿದ್ದು ಹಾಗೂ ತುಮಕೂರು ಜಿಲ್ಲೆಯನ್ನು ಯಲ್ಲೊ ಆಲರ್ಟ್ ಘೋಷಣೆ ಮಾಡಿರುವುದರಿಂದ ತಾಲೂಕಿನಲ್ಲಿ ಸಾರ್ವಜನಿಕರಿಗೆ ಯಾವುದೇ ರೀತಿಯ ತೊಂದರೆಯಾದಲ್ಲಿ ಮತ್ತು ಅವಘಡ ಸಂಭವಿಸುವ ಸಂದರ್ಭದಲ್ಲಿ ತುರ್ತು ಸೇವೆ ಪಡೆಯುವ ಉದ್ದೇಶದಿಂದ ಸಾರ್ವಜನಿಕರಿಗೆ ಅನುಕೂಲವಾಗುವಂತೆ ತಾಲೂಕು ಕಚೇರಿಯಲ್ಲಿ ಸಹಾಯವಾಣಿ ಕೇಂದ್ರವನ್ನು ತೆರೆಯಲಾಗಿದ್ದು ದೂರವಾಣಿ ಸಂಖ್ಯೆ 0813 7. ---200594 ಸಂಖ್ಯೆಗೆ ಕರೆ ಮಾಡಿ ತುರ್ತು ಸೇವೆ ಪಡೆಯಲು ಸಂಪರ್ಕಿಸಬಹುದಾಗಿದೆ ಗುಡುಗು ಸಿಡಿಲು ಮಳೆಯಾಗುವ ಸಂದರ್ಭದಲ್ಲಿ ಸಾರ್ವಜನಿಕರು ಹೊರಗಡೆ ಹೋಗಬಾರದು ವಿದ್ಯುತ್ ಕಂಬದ ಹತ್ತಿರ ಮರದ ಕೆಳಗೆ ನಿಲ್ಲಬಾರದು ಎಂದು ಸಾರ್ವಜನಿಕರಿಗೆ ಮುನ್ನೆಚ್ಚರಿಕೆ ವಹಿಸುವಂತೆ ಸೂಚನೆಗಳನ್ನು ನೀಡಿದರು ಆದೇ ರೀತಿ ಅಧಿಕಾರಿಗಳು ಕೇಂದ್ರ ಸ್ಥಾನದಲ್ಲೇ ಇರಬೇಕೆಂದು ಅಧಿಕಾರಿಗಳಿಗೆ ಸೂಚಿಸಲಾಗಿದೆ ಎಂದು ತಹಶೀಲ್ದಾರ್ ಶಿರಿನ್ ತಾಜ್ ಪತ್ರಿಕಾಗೋಷ್ಠಿಯಲ್ಲಿ ತಿಳಿಸಿದ್ದಾರೆ.: [28, 851, 240, 1049]
- october-day-item: ಅಕ್ಟೋಬರ್ 15 ವಿಶ್ವ ವಿದ್ಯಾರ್ಥಿಗಳ ದಿನ , ಅಂತರರಾಷ್ಟ್ರೀಯ ಗ್ರಾಮೀಣ ಮಹಿಳೆಯರ ದಿನ: [711, 342, 916, 368]
- october-days-list: [704, 95, 940, 621]
- october-day-item: ಅಕ್ಟೋಬರ್ 7 ವಿಶ್ವ ಹತ್ತಿ ದಿನ: [711, 204, 798, 216]
- october-day-item: ಅಕ್ಟೋಬರ್ 27 ವಿಶ್ವ ಶ್ರವ್ಯ ಪರಂಪರೆಯ ದಿನ: [711, 524, 843, 536]
- gandhi-article-col3: ಕಷ್ಟಪಟ್ಟರೆ ದೊಡ್ಡ ದೊಡ್ಡ ವ್ಯಕ್ತಿಗಳಾಗಲು ಸಾಧ್ಯ'' ಎಂದರು. ಇದೇ ಸಮಾರಂಭದಲ್ಲಿ ಮುಖ್ಯ ಅತಿಥಿಗಳಾಗಿದ್ದ ರೋಟರಿ ತುಮಕೂರಿನ ಪ್ರಪ್ರಥಮ ಮಹಿಳಾ ಅಧ್ಯಕ್ಷರಾದ ಶ್ರೀಮತಿ ರಾಜೇಶ್ವರಿ ರುದ್ರಪ್ಪನವರು ಮಾತನಾಡುತ್ತಾ ''ವಿದ್ಯಾರ್ಥಿಗಳು ಶಾಲೆಗೆ ಸತತವಾಗಿ ಬರಬೇಕು. ಏಕೆಂದರೆ ನಿಮ್ಮ ತಂದೆ ತಾಯಿ ನಿಮ್ಮ ಮೇಲೆ ಅಪಾರವಾದ ಭರವಸೆ ಇಟ್ಟುಕೊಂಡು ನಿಮ್ಮ ಭವಿಷ್ಯ ರೂಪಿಸಲು ಕೂಲಿನಾಲಿ ಮಾಡಿ ದುಡಿದು ನಿಮ್ಮನ್ನು ಓದಿಸುತ್ತಿದ್ದಾರೆ. ವಿದ್ಯಾರ್ಥಿಗಳು ಚೆನ್ನಾಗಿ ಓದಿ ಮುಂದೆ ಗಣ್ಯವ್ಯಕ್ತಿಗಳಾಗಬೇಕು. ನೀವು ಗುರಿ ಇಟ್ಟುಕೊಂಡು, ಸಾಧನೆ ಮಾಡಲೇಬೇಕು ಅಂತ ಇಟ್ಟುಕೊಳ್ಳಿ, ಆಗ ನೀವು ಖಂಡಿತಾ ಗುರಿ ಮುಟ್ಟುತ್ತೀರ. ನಮಗೆ ದಾರಿ ತೋರಿಸಿದವರನ್ನು ಯಾವತ್ತೂ ಮರೆಯಬಾರದು. ವಿದ್ಯಾರ್ಥಿಗಳಾದ: [362, 242, 522, 432]
- smile-right-p2: ಮೋಜಿನ ಚಟುವಟಿಕೆಗಳು ಮತ್ತು ಸ್ಪರ್ಧೆಗಳಾದ ಕೋರಲ್: [703, 1177, 870, 1189]
